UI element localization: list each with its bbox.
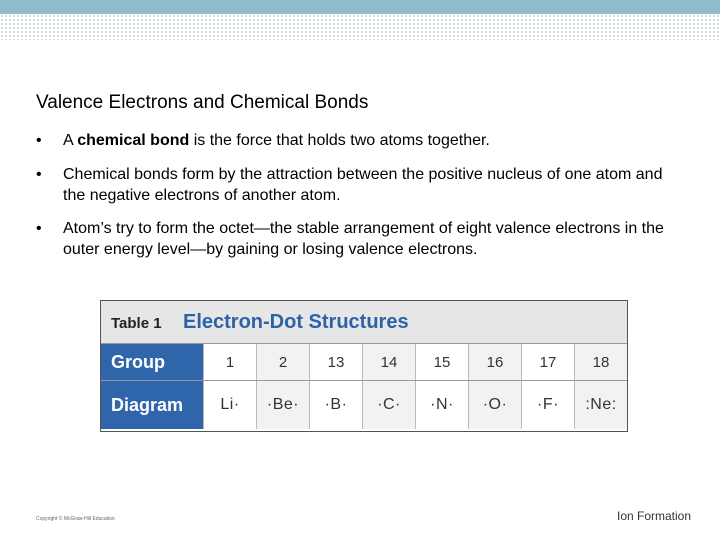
bullet-item xyxy=(36,218,676,260)
group-cell: 13 xyxy=(309,344,362,380)
bullet-list xyxy=(36,130,676,272)
group-cell: 1 xyxy=(203,344,256,380)
group-cell: 18 xyxy=(574,344,627,380)
table-title: Electron-Dot Structures xyxy=(183,311,409,333)
bullet-bold-term: chemical bond xyxy=(77,132,190,149)
diagram-cell: ·B· xyxy=(309,381,362,429)
bullet-marker: • xyxy=(36,132,42,149)
bullet-marker: • xyxy=(36,166,42,183)
slide-title: Valence Electrons and Chemical Bonds xyxy=(36,92,369,113)
group-header: Group xyxy=(101,344,203,380)
bullet-item xyxy=(36,130,676,151)
group-cell: 17 xyxy=(521,344,574,380)
diagram-cell: Li· xyxy=(203,381,256,429)
diagram-cell: ·C· xyxy=(362,381,415,429)
group-cell: 15 xyxy=(415,344,468,380)
bullet-marker: • xyxy=(36,220,42,237)
footer-label: Ion Formation xyxy=(617,509,692,523)
diagram-cell: ·Be· xyxy=(256,381,309,429)
diagram-header: Diagram xyxy=(101,381,203,429)
electron-dot-table xyxy=(100,300,628,432)
top-decorative-band xyxy=(0,0,720,14)
group-row xyxy=(101,344,627,381)
diagram-cell: ·O· xyxy=(468,381,521,429)
diagram-cell: ·N· xyxy=(415,381,468,429)
group-cell: 2 xyxy=(256,344,309,380)
table-number: Table 1 xyxy=(111,315,162,332)
diagram-row xyxy=(101,381,627,429)
group-cell: 14 xyxy=(362,344,415,380)
group-cell: 16 xyxy=(468,344,521,380)
bullet-text: A xyxy=(63,132,78,149)
diagram-cell: :Ne: xyxy=(574,381,627,429)
bullet-item xyxy=(36,164,676,206)
copyright-notice: Copyright © McGraw-Hill Education xyxy=(36,516,115,522)
top-dot-pattern xyxy=(0,14,720,40)
bullet-text: Atom’s try to form the octet—the stable arrangement of eight valence electrons in the outer energy level—by gaining or losing valence electrons. xyxy=(63,220,664,258)
table-caption xyxy=(101,301,627,344)
diagram-cell: ·F· xyxy=(521,381,574,429)
bullet-text: Chemical bonds form by the attraction between the positive nucleus of one atom and the negative electrons of another atom. xyxy=(63,166,663,204)
bullet-text-end: is the force that holds two atoms together. xyxy=(189,132,490,149)
